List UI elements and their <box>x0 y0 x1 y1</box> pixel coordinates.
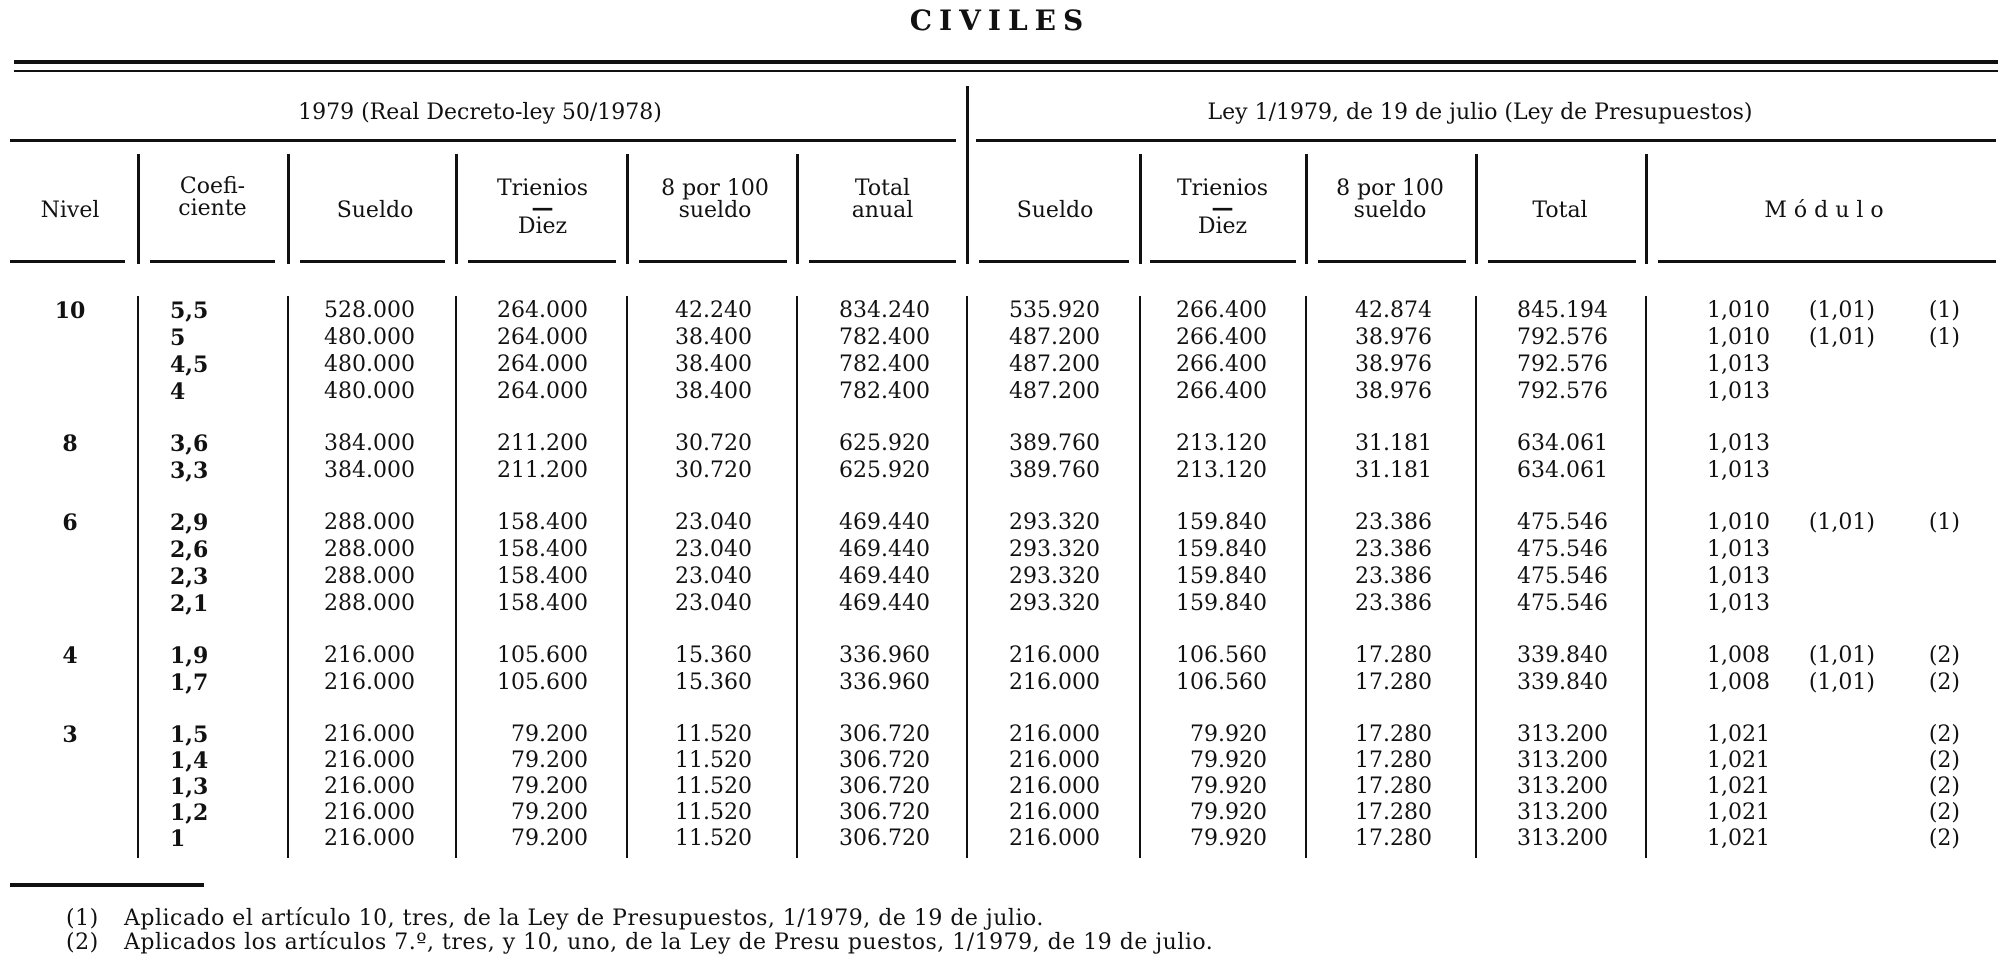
cell-nivel: 10 <box>54 298 86 324</box>
hdr-under-total <box>1488 260 1636 263</box>
cell-total-anual: 306.720 <box>839 774 930 799</box>
col-header-ocho-line2: sueldo <box>678 198 752 223</box>
cell-coeficiente: 2,1 <box>170 591 209 617</box>
cell-sueldo-ley: 216.000 <box>1009 722 1100 747</box>
cell-modulo: 1,013 <box>1707 352 1770 377</box>
col-header-ocho-por-cien-ley <box>1310 178 1470 222</box>
cell-nota: (1) <box>1928 325 1960 350</box>
cell-trienios-ley: 79.920 <box>1190 722 1267 747</box>
cell-nota: (1) <box>1928 510 1960 535</box>
col-header-trienios-line2: Diez <box>517 214 568 239</box>
cell-total-anual: 306.720 <box>839 800 930 825</box>
cell-modulo: 1,021 <box>1707 826 1770 851</box>
cell-trienios-ley: 159.840 <box>1176 510 1267 535</box>
cell-total-anual: 336.960 <box>839 643 930 668</box>
cell-total: 313.200 <box>1517 826 1608 851</box>
cell-total-anual: 469.440 <box>839 591 930 616</box>
cell-ocho-por-cien: 30.720 <box>675 431 752 456</box>
cell-total-anual: 469.440 <box>839 510 930 535</box>
body-sep-8 <box>1305 296 1307 858</box>
cell-sueldo: 216.000 <box>324 748 415 773</box>
cell-ocho-por-cien-ley: 17.280 <box>1355 722 1432 747</box>
cell-ocho-por-cien-ley: 17.280 <box>1355 643 1432 668</box>
cell-sueldo: 480.000 <box>324 325 415 350</box>
footnote-2-number: (2) <box>66 930 99 955</box>
cell-trienios-ley: 79.920 <box>1190 826 1267 851</box>
cell-trienios-ley: 159.840 <box>1176 564 1267 589</box>
top-rule-2 <box>14 70 1998 72</box>
cell-total: 313.200 <box>1517 800 1608 825</box>
cell-modulo: 1,021 <box>1707 774 1770 799</box>
cell-trienios-ley: 79.920 <box>1190 774 1267 799</box>
cell-total-anual: 469.440 <box>839 537 930 562</box>
cell-coeficiente: 1,4 <box>170 748 209 774</box>
cell-trienios: 211.200 <box>497 458 588 483</box>
cell-sueldo-ley: 535.920 <box>1009 298 1100 323</box>
cell-nota: (2) <box>1928 826 1960 851</box>
cell-coeficiente: 2,3 <box>170 564 209 590</box>
cell-trienios: 79.200 <box>511 826 588 851</box>
cell-sueldo: 528.000 <box>324 298 415 323</box>
cell-sueldo-ley: 293.320 <box>1009 537 1100 562</box>
cell-total: 792.576 <box>1517 352 1608 377</box>
cell-modulo: 1,013 <box>1707 591 1770 616</box>
cell-sueldo: 288.000 <box>324 510 415 535</box>
cell-total: 792.576 <box>1517 325 1608 350</box>
cell-modulo-redondeo: (1,01) <box>1808 510 1875 535</box>
body-sep-3 <box>455 296 457 858</box>
cell-total: 475.546 <box>1517 591 1608 616</box>
cell-ocho-por-cien: 23.040 <box>675 591 752 616</box>
cell-ocho-por-cien-ley: 17.280 <box>1355 800 1432 825</box>
hdr-under-sueldo-ley <box>979 260 1129 263</box>
col-header-total-text: Total <box>1532 198 1588 223</box>
cell-trienios-ley: 266.400 <box>1176 379 1267 404</box>
body-sep-6 <box>966 296 968 858</box>
top-rule-1 <box>14 60 1998 64</box>
hdr-under-ocho-ley <box>1318 260 1466 263</box>
cell-ocho-por-cien: 38.400 <box>675 352 752 377</box>
cell-ocho-por-cien-ley: 42.874 <box>1355 298 1432 323</box>
cell-coeficiente: 3,3 <box>170 458 209 484</box>
footnote-1-number: (1) <box>66 906 99 931</box>
cell-modulo: 1,008 <box>1707 670 1770 695</box>
hdr-under-ocho <box>639 260 787 263</box>
cell-sueldo-ley: 487.200 <box>1009 379 1100 404</box>
cell-trienios-ley: 213.120 <box>1176 431 1267 456</box>
hdr-sep-8 <box>1305 154 1308 264</box>
col-header-ocho-ley-line1: 8 por 100 <box>1336 176 1444 201</box>
cell-modulo: 1,013 <box>1707 458 1770 483</box>
cell-total: 634.061 <box>1517 458 1608 483</box>
hdr-sep-3 <box>455 154 458 264</box>
cell-sueldo-ley: 293.320 <box>1009 510 1100 535</box>
cell-sueldo: 216.000 <box>324 722 415 747</box>
col-header-trienios <box>465 178 620 238</box>
cell-ocho-por-cien: 30.720 <box>675 458 752 483</box>
cell-total: 339.840 <box>1517 670 1608 695</box>
col-header-trienios-line1: Trienios <box>497 176 588 201</box>
col-header-trienios-ley-line2: Diez <box>1197 214 1248 239</box>
cell-coeficiente: 1,3 <box>170 774 209 800</box>
cell-ocho-por-cien: 15.360 <box>675 643 752 668</box>
cell-coeficiente: 4 <box>170 379 186 405</box>
cell-trienios: 264.000 <box>497 352 588 377</box>
cell-total: 475.546 <box>1517 564 1608 589</box>
cell-sueldo-ley: 216.000 <box>1009 826 1100 851</box>
cell-ocho-por-cien-ley: 23.386 <box>1355 564 1432 589</box>
cell-total-anual: 625.920 <box>839 458 930 483</box>
hdr-sep-7 <box>1139 154 1142 264</box>
cell-sueldo-ley: 216.000 <box>1009 643 1100 668</box>
cell-total-anual: 782.400 <box>839 379 930 404</box>
cell-total: 792.576 <box>1517 379 1608 404</box>
cell-total: 634.061 <box>1517 431 1608 456</box>
col-header-total-anual-line1: Total <box>854 176 911 201</box>
col-header-ocho-por-cien <box>635 178 795 222</box>
cell-ocho-por-cien-ley: 31.181 <box>1355 431 1432 456</box>
cell-coeficiente: 1,2 <box>170 800 209 826</box>
cell-total-anual: 306.720 <box>839 722 930 747</box>
cell-nota: (1) <box>1928 298 1960 323</box>
cell-total: 475.546 <box>1517 537 1608 562</box>
cell-modulo-redondeo: (1,01) <box>1808 298 1875 323</box>
hdr-sep-2 <box>287 154 290 264</box>
cell-nivel: 6 <box>62 510 78 536</box>
cell-nota: (2) <box>1928 774 1960 799</box>
cell-trienios: 79.200 <box>511 748 588 773</box>
cell-modulo: 1,013 <box>1707 564 1770 589</box>
col-header-coeficiente <box>150 176 275 220</box>
cell-sueldo: 216.000 <box>324 800 415 825</box>
cell-modulo-redondeo: (1,01) <box>1808 643 1875 668</box>
group-header-rule-right <box>976 139 1996 142</box>
cell-trienios: 158.400 <box>497 537 588 562</box>
cell-ocho-por-cien: 11.520 <box>675 800 752 825</box>
cell-sueldo-ley: 293.320 <box>1009 564 1100 589</box>
cell-total: 845.194 <box>1517 298 1608 323</box>
cell-modulo: 1,008 <box>1707 643 1770 668</box>
cell-ocho-por-cien-ley: 17.280 <box>1355 826 1432 851</box>
hdr-under-trienios <box>468 260 616 263</box>
cell-coeficiente: 2,6 <box>170 537 209 563</box>
body-sep-1 <box>137 296 139 858</box>
cell-total: 339.840 <box>1517 643 1608 668</box>
cell-ocho-por-cien-ley: 31.181 <box>1355 458 1432 483</box>
col-header-sueldo-text: Sueldo <box>336 198 414 223</box>
cell-trienios-ley: 79.920 <box>1190 800 1267 825</box>
cell-sueldo-ley: 216.000 <box>1009 800 1100 825</box>
cell-trienios-ley: 106.560 <box>1176 643 1267 668</box>
cell-trienios: 105.600 <box>497 670 588 695</box>
cell-ocho-por-cien: 11.520 <box>675 748 752 773</box>
cell-ocho-por-cien: 15.360 <box>675 670 752 695</box>
cell-modulo: 1,010 <box>1707 510 1770 535</box>
group-header-left: 1979 (Real Decreto-ley 50/1978) <box>298 100 662 125</box>
col-header-trienios-ley <box>1145 178 1300 238</box>
footnote-rule <box>10 883 204 887</box>
cell-sueldo-ley: 216.000 <box>1009 774 1100 799</box>
col-header-nivel <box>10 200 130 222</box>
cell-sueldo: 384.000 <box>324 458 415 483</box>
body-sep-9 <box>1475 296 1477 858</box>
cell-nota: (2) <box>1928 800 1960 825</box>
cell-total: 313.200 <box>1517 774 1608 799</box>
cell-coeficiente: 1,7 <box>170 670 209 696</box>
cell-ocho-por-cien: 23.040 <box>675 564 752 589</box>
col-header-modulo-text: Módulo <box>1764 198 1891 223</box>
cell-coeficiente: 4,5 <box>170 352 209 378</box>
cell-coeficiente: 1,9 <box>170 643 209 669</box>
cell-sueldo-ley: 216.000 <box>1009 748 1100 773</box>
cell-modulo: 1,013 <box>1707 537 1770 562</box>
body-sep-10 <box>1645 296 1647 858</box>
hdr-under-modulo <box>1658 260 1996 263</box>
cell-sueldo-ley: 293.320 <box>1009 591 1100 616</box>
hdr-under-coef <box>150 260 275 263</box>
body-sep-2 <box>287 296 289 858</box>
col-header-total-anual <box>805 178 960 222</box>
hdr-under-trienios-ley <box>1150 260 1296 263</box>
cell-ocho-por-cien: 42.240 <box>675 298 752 323</box>
cell-modulo: 1,010 <box>1707 325 1770 350</box>
footnote-1-text: Aplicado el artículo 10, tres, de la Ley de Presupuestos, 1/1979, de 19 de julio. <box>124 906 1044 931</box>
cell-sueldo: 216.000 <box>324 774 415 799</box>
hdr-sep-10 <box>1645 154 1648 264</box>
cell-trienios-ley: 266.400 <box>1176 325 1267 350</box>
cell-trienios: 79.200 <box>511 722 588 747</box>
cell-nota: (2) <box>1928 643 1960 668</box>
cell-nota: (2) <box>1928 670 1960 695</box>
col-header-coef-line2: ciente <box>178 196 247 221</box>
page-title: CIVILES <box>909 4 1091 37</box>
cell-ocho-por-cien: 38.400 <box>675 379 752 404</box>
group-header-right: Ley 1/1979, de 19 de julio (Ley de Presupuestos) <box>1207 100 1753 125</box>
cell-sueldo-ley: 487.200 <box>1009 352 1100 377</box>
cell-modulo: 1,013 <box>1707 431 1770 456</box>
cell-coeficiente: 5,5 <box>170 298 209 324</box>
cell-trienios: 264.000 <box>497 298 588 323</box>
cell-trienios-ley: 159.840 <box>1176 591 1267 616</box>
cell-sueldo: 288.000 <box>324 564 415 589</box>
cell-modulo-redondeo: (1,01) <box>1808 670 1875 695</box>
group-header-rule-left <box>10 139 956 142</box>
cell-coeficiente: 1 <box>170 826 186 852</box>
cell-total: 313.200 <box>1517 722 1608 747</box>
cell-total-anual: 336.960 <box>839 670 930 695</box>
cell-nivel: 8 <box>62 431 78 457</box>
col-header-trienios-ley-line1: Trienios <box>1177 176 1268 201</box>
col-header-ocho-ley-line2: sueldo <box>1353 198 1427 223</box>
cell-trienios: 79.200 <box>511 800 588 825</box>
cell-sueldo: 384.000 <box>324 431 415 456</box>
cell-ocho-por-cien: 23.040 <box>675 537 752 562</box>
cell-trienios: 264.000 <box>497 325 588 350</box>
hdr-under-nivel <box>10 260 125 263</box>
cell-sueldo: 216.000 <box>324 826 415 851</box>
cell-sueldo: 288.000 <box>324 591 415 616</box>
cell-total: 475.546 <box>1517 510 1608 535</box>
cell-ocho-por-cien-ley: 23.386 <box>1355 537 1432 562</box>
cell-coeficiente: 3,6 <box>170 431 209 457</box>
cell-ocho-por-cien: 11.520 <box>675 826 752 851</box>
cell-ocho-por-cien: 11.520 <box>675 722 752 747</box>
cell-trienios: 211.200 <box>497 431 588 456</box>
col-header-sueldo-ley-text: Sueldo <box>1016 198 1094 223</box>
cell-ocho-por-cien-ley: 23.386 <box>1355 510 1432 535</box>
cell-ocho-por-cien: 11.520 <box>675 774 752 799</box>
body-sep-4 <box>626 296 628 858</box>
cell-ocho-por-cien-ley: 38.976 <box>1355 325 1432 350</box>
cell-trienios: 79.200 <box>511 774 588 799</box>
footnote-2-text: Aplicados los artículos 7.º, tres, y 10, uno, de la Ley de Presu puestos, 1/1979, de 19 de julio. <box>124 930 1214 955</box>
col-header-modulo <box>1660 200 1995 222</box>
cell-trienios-ley: 159.840 <box>1176 537 1267 562</box>
cell-modulo: 1,021 <box>1707 722 1770 747</box>
cell-sueldo: 480.000 <box>324 379 415 404</box>
cell-nota: (2) <box>1928 722 1960 747</box>
cell-trienios-ley: 213.120 <box>1176 458 1267 483</box>
cell-coeficiente: 2,9 <box>170 510 209 536</box>
cell-sueldo-ley: 487.200 <box>1009 325 1100 350</box>
cell-sueldo: 288.000 <box>324 537 415 562</box>
cell-total-anual: 782.400 <box>839 352 930 377</box>
cell-modulo: 1,013 <box>1707 379 1770 404</box>
cell-trienios: 158.400 <box>497 591 588 616</box>
col-header-total <box>1480 200 1640 222</box>
footnote-2 <box>66 930 1213 955</box>
cell-ocho-por-cien: 38.400 <box>675 325 752 350</box>
cell-trienios: 158.400 <box>497 510 588 535</box>
footnote-1 <box>66 906 1044 931</box>
col-header-trienios-dash: — <box>531 195 554 221</box>
cell-total-anual: 469.440 <box>839 564 930 589</box>
hdr-sep-9 <box>1475 154 1478 264</box>
hdr-under-sueldo <box>300 260 445 263</box>
cell-coeficiente: 5 <box>170 325 186 351</box>
cell-ocho-por-cien-ley: 17.280 <box>1355 748 1432 773</box>
cell-modulo: 1,010 <box>1707 298 1770 323</box>
col-header-total-anual-line2: anual <box>851 198 914 223</box>
cell-ocho-por-cien: 23.040 <box>675 510 752 535</box>
cell-total-anual: 306.720 <box>839 748 930 773</box>
cell-total-anual: 782.400 <box>839 325 930 350</box>
col-header-ocho-line1: 8 por 100 <box>661 176 769 201</box>
cell-ocho-por-cien-ley: 38.976 <box>1355 379 1432 404</box>
cell-trienios: 105.600 <box>497 643 588 668</box>
hdr-sep-4 <box>626 154 629 264</box>
cell-sueldo: 216.000 <box>324 643 415 668</box>
cell-sueldo-ley: 389.760 <box>1009 458 1100 483</box>
hdr-sep-1 <box>137 154 140 264</box>
col-header-trienios-ley-dash: — <box>1211 195 1234 221</box>
cell-nivel: 3 <box>62 722 78 748</box>
cell-ocho-por-cien-ley: 17.280 <box>1355 774 1432 799</box>
cell-trienios: 264.000 <box>497 379 588 404</box>
cell-modulo: 1,021 <box>1707 748 1770 773</box>
cell-modulo-redondeo: (1,01) <box>1808 325 1875 350</box>
group-divider <box>966 86 969 264</box>
cell-nivel: 4 <box>62 643 78 669</box>
cell-ocho-por-cien-ley: 17.280 <box>1355 670 1432 695</box>
col-header-sueldo <box>300 200 450 222</box>
cell-total-anual: 834.240 <box>839 298 930 323</box>
cell-nota: (2) <box>1928 748 1960 773</box>
cell-ocho-por-cien-ley: 38.976 <box>1355 352 1432 377</box>
cell-trienios-ley: 106.560 <box>1176 670 1267 695</box>
hdr-sep-5 <box>796 154 799 264</box>
col-header-coef-line1: Coefi- <box>179 174 246 199</box>
cell-trienios-ley: 79.920 <box>1190 748 1267 773</box>
cell-trienios-ley: 266.400 <box>1176 298 1267 323</box>
col-header-sueldo-ley <box>975 200 1135 222</box>
cell-total-anual: 625.920 <box>839 431 930 456</box>
cell-total-anual: 306.720 <box>839 826 930 851</box>
cell-sueldo: 216.000 <box>324 670 415 695</box>
cell-trienios-ley: 266.400 <box>1176 352 1267 377</box>
body-sep-5 <box>796 296 798 858</box>
cell-sueldo-ley: 216.000 <box>1009 670 1100 695</box>
cell-modulo: 1,021 <box>1707 800 1770 825</box>
cell-ocho-por-cien-ley: 23.386 <box>1355 591 1432 616</box>
col-header-nivel-text: Nivel <box>40 198 100 223</box>
cell-trienios: 158.400 <box>497 564 588 589</box>
cell-total: 313.200 <box>1517 748 1608 773</box>
cell-sueldo-ley: 389.760 <box>1009 431 1100 456</box>
cell-coeficiente: 1,5 <box>170 722 209 748</box>
cell-sueldo: 480.000 <box>324 352 415 377</box>
hdr-under-total-anual <box>809 260 956 263</box>
